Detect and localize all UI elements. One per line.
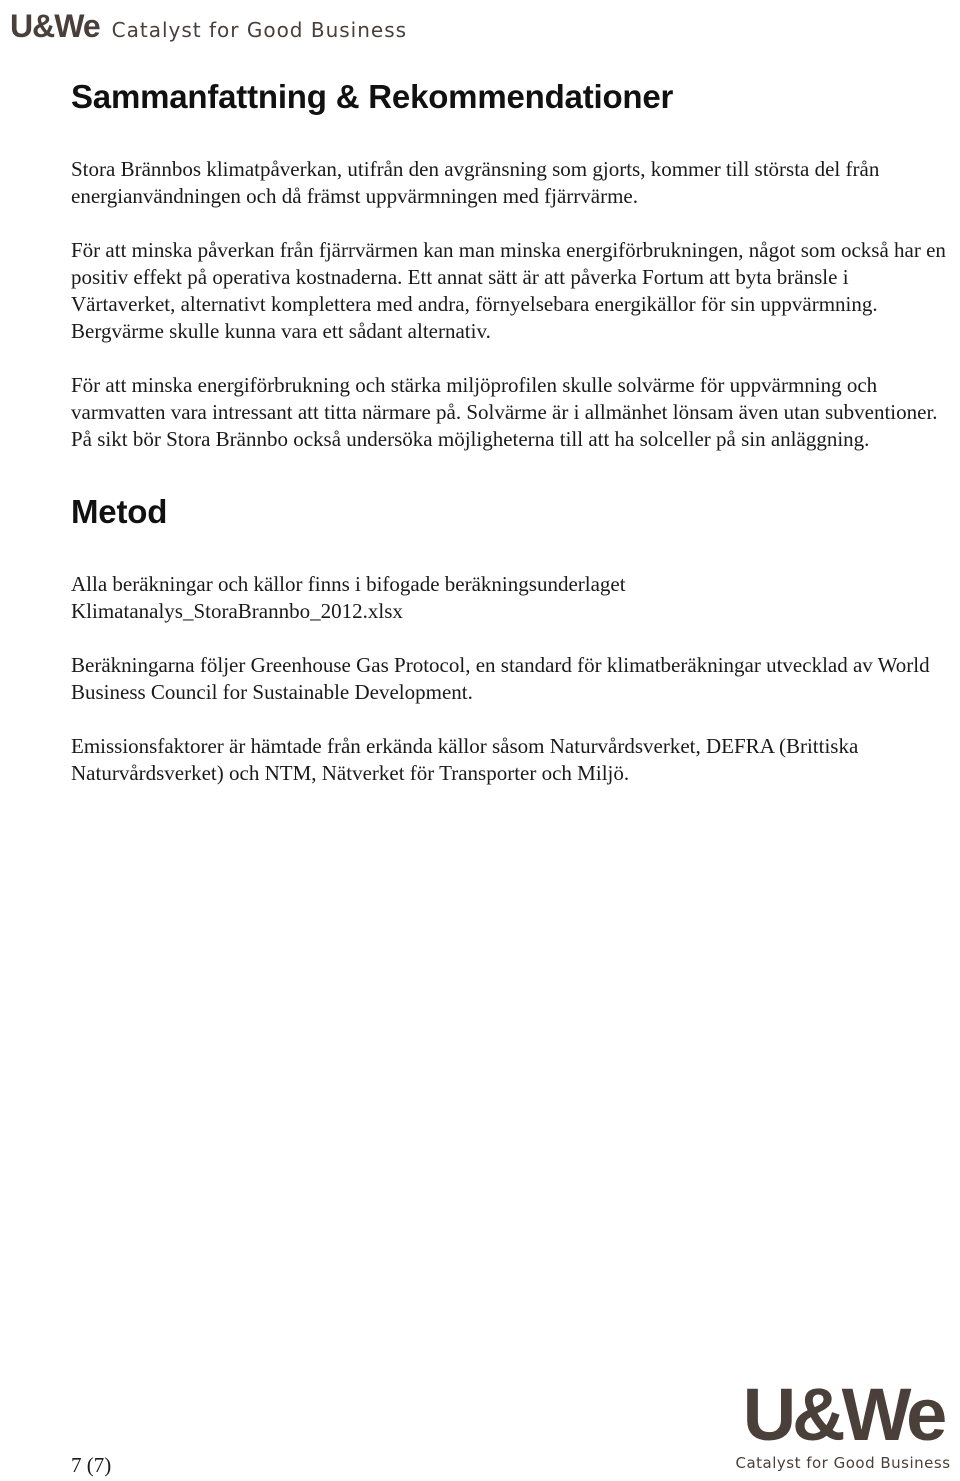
logo-tagline: Catalyst for Good Business [111, 18, 408, 42]
footer-logo [734, 1373, 952, 1472]
paragraph: Beräkningarna följer Greenhouse Gas Protocol, en standard för klimatberäkningar utvecklad av World Business Council for Sustainable Development. [71, 653, 930, 704]
paragraph: Alla beräkningar och källor finns i bifogade beräkningsunderlaget Klimatanalys_StoraBrannbo_2012.xlsx [71, 572, 626, 623]
paragraph: För att minska påverkan från fjärrvärmen kan man minska energiförbrukningen, något som också har en positiv effekt på operativa kostnaderna. Ett annat sätt är att påverka Fortum att byta bränsle i Värtaverket, alternativt komplettera med andra, förnyelsebara energikällor för sin uppvärmning. Bergvärme skulle kunna vara ett sådant alternativ. [71, 238, 946, 343]
header-logo [10, 8, 407, 45]
document-body [71, 78, 951, 787]
paragraph: För att minska energiförbrukning och stärka miljöprofilen skulle solvärme för uppvärmning och varmvatten vara intressant att titta närmare på. Solvärme är i allmänhet lönsam även utan subventioner. På sikt bör Stora Brännbo också undersöka möjligheterna till att ha solceller på sin anläggning. [71, 373, 938, 451]
logo-mark: U&We [10, 8, 100, 44]
footer-logo-tagline: Catalyst for Good Business [735, 1454, 951, 1472]
section-title-method: Metod [71, 493, 168, 530]
footer-logo-mark: U&We [742, 1373, 944, 1456]
page-number: 7 (7) [71, 1453, 112, 1477]
paragraph: Emissionsfaktorer är hämtade från erkända källor såsom Naturvårdsverket, DEFRA (Brittiska Naturvårdsverket) och NTM, Nätverket för Transporter och Miljö. [71, 734, 859, 785]
paragraph: Stora Brännbos klimatpåverkan, utifrån den avgränsning som gjorts, kommer till största del från energianvändningen och då främst uppvärmningen med fjärrvärme. [71, 157, 880, 208]
method-section [71, 493, 951, 787]
summary-section [71, 78, 951, 453]
section-title-summary: Sammanfattning & Rekommendationer [71, 78, 674, 115]
